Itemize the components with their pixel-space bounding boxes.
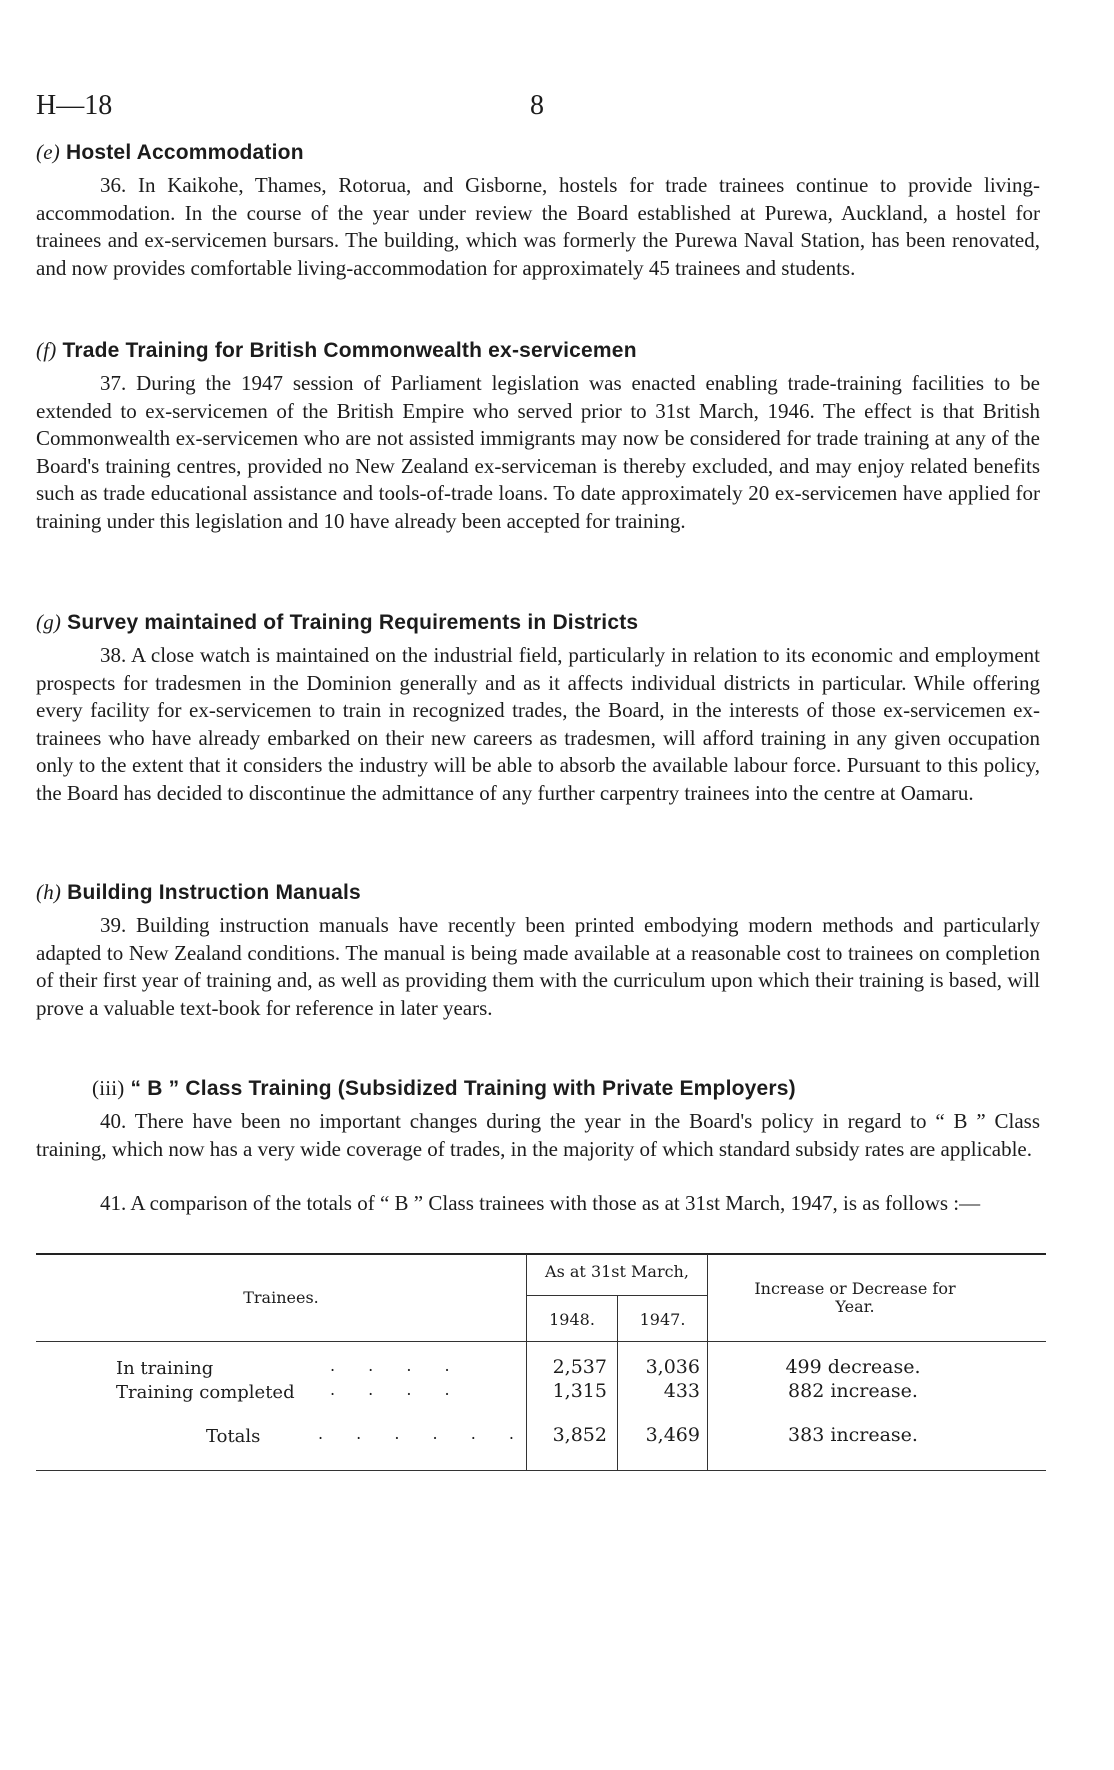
section-heading-h [36, 880, 361, 905]
section-title: Building Instruction Manuals [67, 881, 361, 904]
section-heading-e [36, 140, 304, 165]
row-leader-dots: . . . . [330, 1380, 464, 1399]
header-1947: 1947. [639, 1310, 686, 1329]
section-letter: (g) [36, 610, 62, 634]
cell-change: 499 decrease. [785, 1356, 921, 1378]
table-bottom-rule [36, 1470, 1046, 1471]
row-label: Training completed [116, 1382, 295, 1403]
table-header-rule [36, 1341, 1046, 1342]
section-letter: (f) [36, 338, 57, 362]
totals-1948: 3,852 [552, 1424, 607, 1446]
paragraph-39: 39. Building instruction manuals have recently been printed embodying modern methods and particularly adapted to New Zealand conditions. The manual is being made available at a reasonable cost to trainees on completion of their first year of training and, as well as providing them with the curriculum upon which their training is based, will prove a valuable text-book for reference in later years. [36, 913, 1040, 1020]
paragraph-40: 40. There have been no important changes during the year in the Board's policy in regard to “ B ” Class training, which now has a very wide coverage of trades, in the majority of which standard subsidy rates are applicable. [36, 1109, 1040, 1161]
cell-change: 882 increase. [788, 1380, 918, 1402]
header-as-at: As at 31st March, [545, 1262, 689, 1281]
header-1948: 1948. [549, 1310, 595, 1329]
paragraph-41: 41. A comparison of the totals of “ B ” Class trainees with those as at 31st March, 1947, is as follows :— [100, 1191, 981, 1215]
cell-1947: 3,036 [645, 1356, 700, 1378]
totals-change: 383 increase. [788, 1424, 918, 1446]
section-title: Trade Training for British Commonwealth ex-servicemen [62, 339, 637, 362]
section-letter: (h) [36, 880, 62, 904]
cell-1948: 1,315 [552, 1380, 607, 1402]
section-letter: (e) [36, 140, 60, 164]
section-title: “ B ” Class Training (Subsidized Training with Private Employers) [130, 1077, 796, 1100]
section-heading-iii [92, 1076, 796, 1101]
totals-1947: 3,469 [645, 1424, 700, 1446]
paragraph-36: 36. In Kaikohe, Thames, Rotorua, and Gisborne, hostels for trade trainees continue to provide living-accommodation. In the course of the year under review the Board established at Purewa, Auckland, a hostel for trainees and ex-servicemen bursars. The building, which was formerly the Purewa Naval Station, has been renovated, and now provides comfortable living-accommodation for approximately 45 trainees and students. [36, 173, 1040, 280]
cell-1947: 433 [663, 1380, 700, 1402]
header-change: Increase or Decrease for Year. [754, 1279, 956, 1316]
page-reference: H—18 [36, 90, 113, 121]
page-number: 8 [530, 90, 544, 121]
section-heading-g [36, 610, 638, 635]
totals-label: Totals [206, 1426, 261, 1447]
row-label: In training [116, 1358, 214, 1379]
section-numeral: (iii) [92, 1076, 125, 1100]
section-heading-f [36, 338, 637, 363]
header-trainees: Trainees. [243, 1288, 319, 1307]
paragraph-38: 38. A close watch is maintained on the industrial field, particularly in relation to its economic and employment prospects for tradesmen in the Dominion generally and as it affects individual districts in particular. While offering every facility for ex-servicemen to train in recognized trades, the Board, in the interests of those ex-servicemen ex-trainees who have already embarked on their new careers as tradesmen, will afford training in any given occupation only to the extent that it considers the industry will be able to absorb the available labour force. Pursuant to this policy, the Board has decided to discontinue the admittance of any further carpentry trainees into the centre at Oamaru. [36, 643, 1040, 805]
row-leader-dots: . . . . [330, 1356, 464, 1375]
section-title: Hostel Accommodation [65, 141, 304, 164]
cell-1948: 2,537 [552, 1356, 607, 1378]
paragraph-37: 37. During the 1947 session of Parliament legislation was enacted enabling trade-training facilities to be extended to ex-servicemen of the British Empire who served prior to 31st March, 1946. The effect is that British Commonwealth ex-servicemen who are not assisted immigrants may now be considered for trade training at any of the Board's training centres, provided no New Zealand ex-serviceman is thereby excluded, and may enjoy related benefits such as trade educational assistance and tools-of-trade loans. To date approximately 20 ex-servicemen have applied for training under this legislation and 10 have already been accepted for training. [36, 371, 1040, 533]
section-title: Survey maintained of Training Requirements in Districts [67, 611, 639, 634]
totals-leader-dots: . . . . . . [318, 1424, 528, 1443]
